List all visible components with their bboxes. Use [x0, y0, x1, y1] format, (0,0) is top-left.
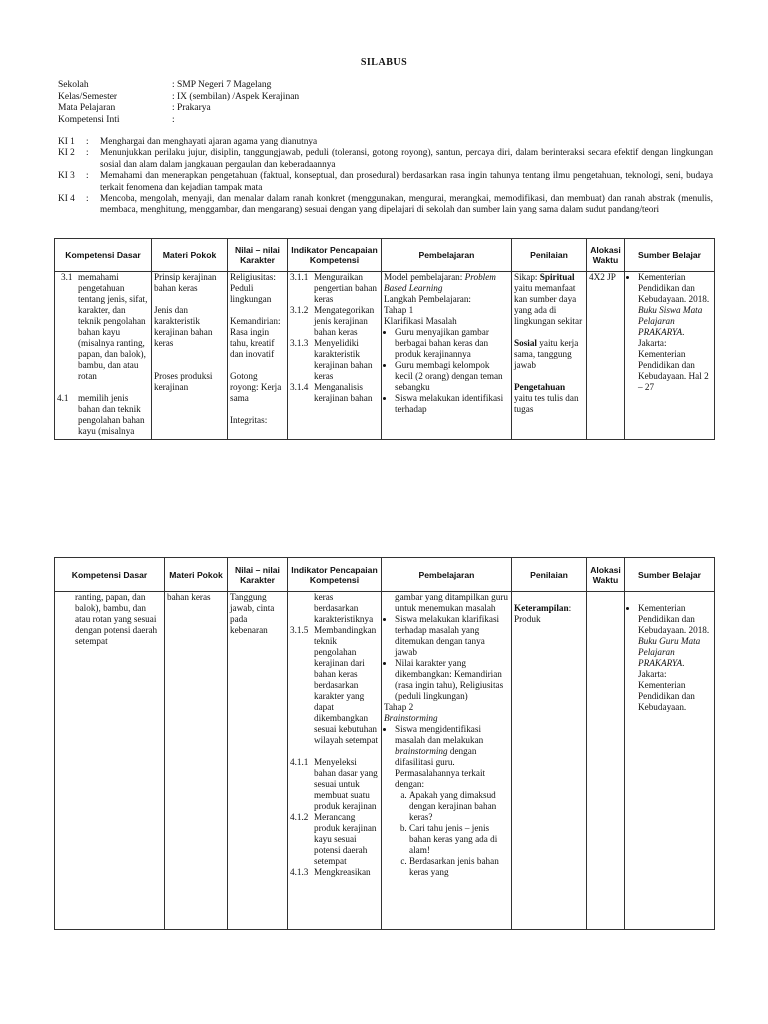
info-row-ki [58, 115, 299, 127]
indikator-item: 3.1.2 Mengategorikan jenis kerajinan bahan keras [290, 305, 375, 337]
cell-penilaian [512, 592, 587, 930]
ki-text: Menunjukkan perilaku jujur, disiplin, tanggungjawab, peduli (toleransi, gotong royong), santun, percaya diri, dalam berinteraksi secara efektif dengan lingkungan sosial dan alam dalam jangkauan pergaulan dan keberadaannya [100, 148, 713, 170]
indikator-item: 3.1.1 Menguraikan pengertian bahan keras [290, 272, 378, 304]
penilaian-pengetahuan: Pengetahuan [514, 382, 566, 392]
pembelajaran-list [384, 327, 509, 415]
ki-code: KI 1 [58, 137, 75, 147]
cell-materi-pokok [152, 272, 228, 440]
school-info [58, 80, 299, 126]
indikator-continuation: keras berdasarkan karakteristiknya [314, 592, 374, 624]
indikator-item: 4.1.2 Merancang produk kerajinan kayu sesuai potensi daerah setempat [290, 812, 377, 866]
kd-item: 3.1 memahami pengetahuan tentang jenis, sifat, karakter, dan teknik pengolahan bahan kayu (misalnya ranting, papan, dan balok), bambu, dan atau rotan [61, 272, 148, 381]
header-alokasi-waktu: Alokasi Waktu [587, 239, 625, 272]
header-nilai-karakter: Nilai – nilai Karakter [228, 558, 288, 592]
ki-code: KI 3 [58, 171, 75, 182]
header-pembelajaran: Pembelajaran [382, 558, 512, 592]
info-row-school [58, 80, 299, 92]
cell-kompetensi-dasar [55, 272, 152, 440]
list-item: a. Apakah yang dimaksud dengan kerajinan bahan keras? [409, 790, 509, 823]
ki-colon: : [86, 137, 89, 147]
pembelajaran-sublist [395, 790, 509, 878]
info-label: Kompetensi Inti [58, 114, 120, 125]
header-penilaian: Penilaian [512, 239, 587, 272]
info-label: Mata Pelajaran [58, 103, 116, 113]
pembelajaran-continuation: gambar yang ditampilkan guru untuk menemukan masalah [395, 592, 509, 613]
penilaian-pengetahuan-text: yaitu tes tulis dan tugas [514, 393, 579, 414]
header-penilaian: Penilaian [512, 558, 587, 592]
cell-alokasi-waktu: 4X2 JP [587, 272, 625, 440]
info-value: : IX (sembilan) /Aspek Kerajinan [172, 91, 300, 102]
ki-code: KI 4 [58, 194, 75, 205]
table-row [55, 592, 715, 930]
list-item: • Guru menyajikan gambar berbagai bahan keras dan produk kerajinannya [395, 327, 509, 360]
sumber-list [627, 272, 712, 393]
cell-sumber-belajar [625, 272, 715, 440]
pembelajaran-model: Model pembelajaran: Problem Based Learning [384, 272, 496, 293]
cell-materi-pokok: bahan keras [165, 592, 228, 930]
syllabus-table-1 [54, 238, 715, 440]
materi-item: Prinsip kerajinan bahan keras [154, 272, 217, 293]
penilaian-keterampilan: Keterampilan: [514, 603, 572, 613]
ki-text: Memahami dan menerapkan pengetahuan (faktual, konseptual, dan prosedural) berdasarkan rasa ingin tahunya tentang ilmu pengetahuan, teknologi, seni, budaya terkait fenomena dan kejadian tampak mata [100, 171, 713, 193]
header-alokasi-waktu: Alokasi Waktu [587, 558, 625, 592]
ki-colon: : [86, 194, 89, 205]
info-row-class [58, 92, 299, 104]
header-pembelajaran: Pembelajaran [382, 239, 512, 272]
list-item: c. Berdasarkan jenis bahan keras yang [409, 856, 509, 878]
header-indikator: Indikator Pencapaian Kompetensi [288, 239, 382, 272]
header-sumber-belajar: Sumber Belajar [625, 558, 715, 592]
indikator-item: 3.1.3 Menyelidiki karakteristik kerajinan bahan keras [290, 338, 373, 381]
pembelajaran-list [384, 614, 509, 702]
nilai-item: Gotong royong: Kerja sama [230, 371, 282, 403]
list-item: b. Cari tahu jenis – jenis bahan keras yang ada di alam! [409, 823, 509, 856]
list-item: • Siswa mengidentifikasi masalah dan melakukan brainstorming dengan difasilitasi guru. Permasalahannya terkait dengan: a. Apakah yang dimaksud dengan kerajinan bahan keras? b. Cari tahu jenis – jenis bahan keras yang ada di alam! c. Berdasarkan jenis bahan keras yang [395, 724, 509, 878]
info-row-subject [58, 103, 299, 115]
ki-colon: : [86, 148, 89, 159]
ki-code: KI 2 [58, 148, 75, 159]
list-item: • Siswa melakukan klarifikasi terhadap masalah yang ditemukan dengan tanya jawab [395, 614, 509, 658]
list-item: • Siswa melakukan identifikasi terhadap [395, 393, 509, 415]
info-value: : [172, 114, 175, 125]
info-label: Kelas/Semester [58, 91, 118, 102]
cell-nilai-karakter: Tanggung jawab, cinta pada kebenaran [228, 592, 288, 930]
cell-penilaian [512, 272, 587, 440]
nilai-item: Integritas: [230, 415, 268, 425]
header-materi-pokok: Materi Pokok [165, 558, 228, 592]
indikator-item: 4.1.1 Menyeleksi bahan dasar yang sesuai untuk membuat suatu produk kerajinan [290, 757, 378, 811]
materi-item: Proses produksi kerajinan [154, 371, 213, 392]
list-item: • Kementerian Pendidikan dan Kebudayaan. 2018. Buku Guru Mata Pelajaran PRAKARYA. Jakarta: Kementerian Pendidikan dan Kebudayaan. [638, 603, 712, 713]
core-competencies [58, 137, 713, 217]
header-kompetensi-dasar: Kompetensi Dasar [55, 558, 165, 592]
cell-pembelajaran [382, 272, 512, 440]
materi-item: Jenis dan karakteristik kerajinan bahan keras [154, 305, 213, 348]
header-nilai-karakter: Nilai – nilai Karakter [228, 239, 288, 272]
cell-alokasi-waktu [587, 592, 625, 930]
ki-colon: : [86, 171, 89, 182]
pembelajaran-tahap-name: Klarifikasi Masalah [384, 316, 457, 326]
cell-indikator [288, 592, 382, 930]
sumber-list [627, 603, 712, 713]
pembelajaran-list [384, 724, 509, 878]
ki-text: Menghargai dan menghayati ajaran agama yang dianutnya [100, 137, 318, 147]
table-row [55, 272, 715, 440]
info-label: Sekolah [58, 80, 89, 90]
header-sumber-belajar: Sumber Belajar [625, 239, 715, 272]
info-value: : SMP Negeri 7 Magelang [172, 80, 272, 90]
pembelajaran-tahap-name: Brainstorming [384, 713, 438, 723]
list-item: • Guru membagi kelompok kecil (2 orang) dengan teman sebangku [395, 360, 509, 393]
cell-indikator [288, 272, 382, 440]
pembelajaran-tahap: Tahap 2 [384, 702, 414, 712]
indikator-item: 3.1.5 Membandingkan teknik pengolahan kerajinan dari bahan keras berdasarkan karakter yang dapat dikembangkan sesuai kebutuhan wilayah setempat [290, 625, 379, 745]
pembelajaran-langkah: Langkah Pembelajaran: [384, 294, 471, 304]
cell-nilai-karakter [228, 272, 288, 440]
header-kompetensi-dasar: Kompetensi Dasar [55, 239, 152, 272]
header-indikator: Indikator Pencapaian Kompetensi [288, 558, 382, 592]
indikator-item: 4.1.3 Mengkreasikan [290, 867, 371, 877]
ki-row [58, 148, 713, 171]
penilaian-sikap: Sikap: Spiritual yaitu memanfaat kan sumber daya yang ada di lingkungan sekitar [514, 272, 583, 326]
ki-row [58, 194, 713, 217]
penilaian-sosial: Sosial yaitu kerja sama, tanggung jawab [514, 338, 579, 370]
syllabus-table-2 [54, 557, 715, 930]
cell-pembelajaran [382, 592, 512, 930]
list-item: • Nilai karakter yang dikembangkan: Kemandirian (rasa ingin tahu), Religiusitas (peduli lingkungan) [395, 658, 509, 702]
cell-sumber-belajar [625, 592, 715, 930]
cell-kompetensi-dasar [55, 592, 165, 930]
info-value: : Prakarya [172, 103, 211, 113]
table-header-row [55, 558, 715, 592]
list-item: • Kementerian Pendidikan dan Kebudayaan. 2018. Buku Siswa Mata Pelajaran PRAKARYA. Jakarta: Kementerian Pendidikan dan Kebudayaan. Hal 2 – 27 [638, 272, 712, 393]
ki-row [58, 171, 713, 194]
document-title: SILABUS [360, 57, 408, 68]
kd-item: 4.1 memilih jenis bahan dan teknik pengolahan bahan kayu (misalnya [57, 393, 145, 436]
nilai-item: Kemandirian: Rasa ingin tahu, kreatif dan inovatif [230, 316, 281, 359]
indikator-item: 3.1.4 Menganalisis kerajinan bahan [290, 382, 373, 403]
header-materi-pokok: Materi Pokok [152, 239, 228, 272]
ki-row [58, 137, 713, 148]
penilaian-keterampilan-text: Produk [514, 614, 541, 624]
nilai-item: Religiusitas: Peduli lingkungan [230, 272, 276, 304]
ki-text: Mencoba, mengolah, menyaji, dan menalar dalam ranah konkret (menggunakan, mengurai, merangkai, memodifikasi, dan membuat) dan ranah abstrak (menulis, membaca, menghitung, menggambar, dan mengarang) sesuai dengan yang dipelajari di sekolah dan sumber lain yang sama dalam sudut pandang/teori [100, 194, 713, 216]
pembelajaran-tahap: Tahap 1 [384, 305, 414, 315]
table-header-row [55, 239, 715, 272]
kd-text: ranting, papan, dan balok), bambu, dan atau rotan yang sesuai dengan potensi daerah setempat [75, 592, 158, 646]
